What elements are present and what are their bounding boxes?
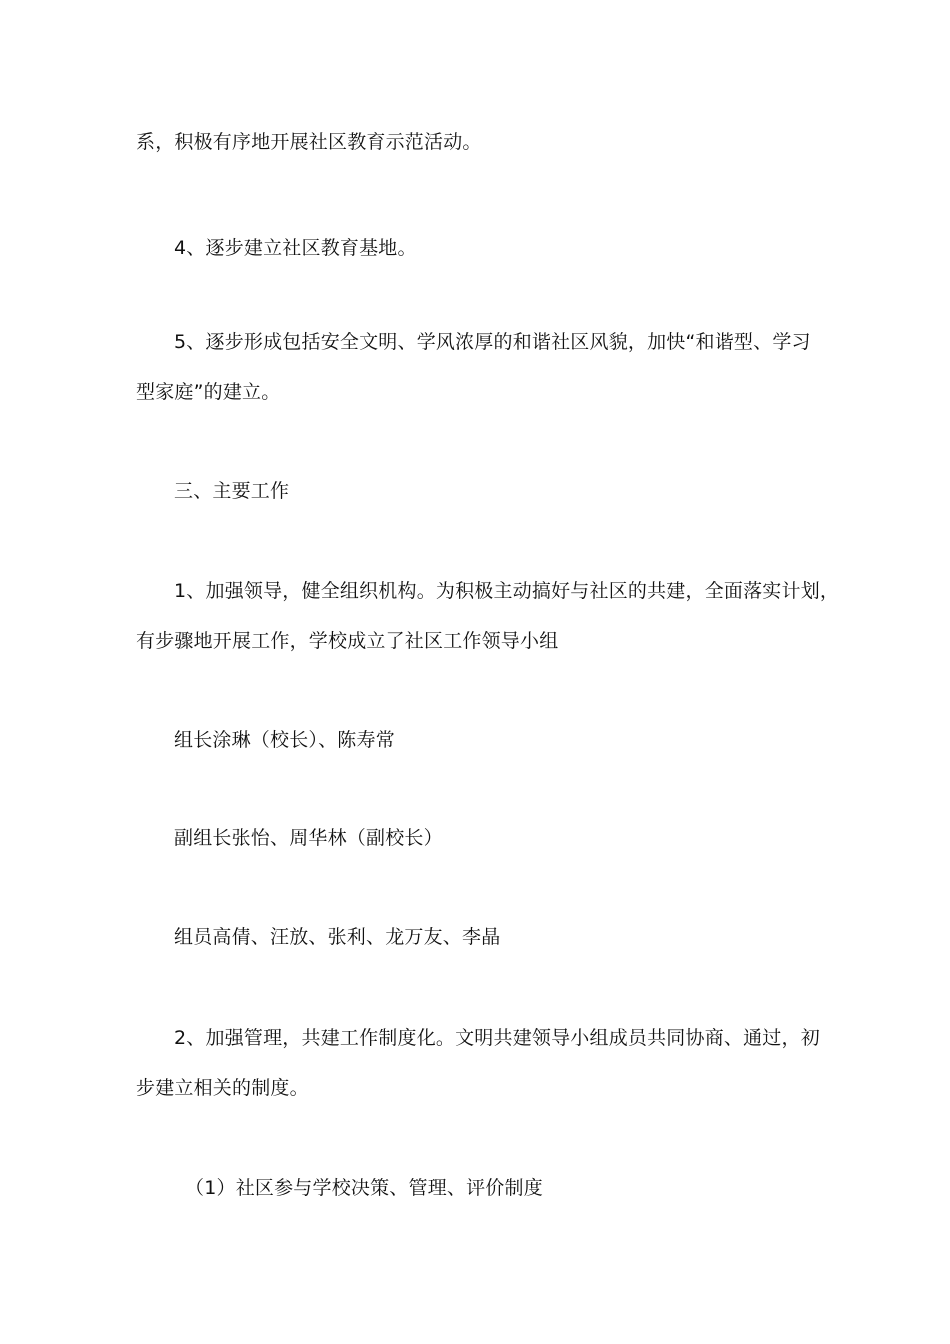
- list-item-5: 5、逐步形成包括安全文明、学风浓厚的和谐社区风貌，加快“和谐型、学习: [174, 331, 811, 353]
- deputy-leader-line: 副组长张怡、周华林（副校长）: [174, 827, 443, 849]
- section-heading: 三、主要工作: [174, 480, 290, 502]
- group-leader-line: 组长涂琳（校长）、陈寿常: [174, 729, 395, 751]
- sub-item-1: （1）社区参与学校决策、管理、评价制度: [185, 1177, 543, 1199]
- work-item-2: 2、加强管理，共建工作制度化。文明共建领导小组成员共同协商、通过，初: [174, 1027, 820, 1049]
- list-item-5-continuation: 型家庭”的建立。: [136, 381, 281, 403]
- paragraph-line: 系，积极有序地开展社区教育示范活动。: [136, 131, 482, 153]
- work-item-1: 1、加强领导，健全组织机构。为积极主动搞好与社区的共建，全面落实计划，: [174, 580, 840, 602]
- members-line: 组员高倩、汪放、张利、龙万友、李晶: [174, 926, 501, 948]
- work-item-2-continuation: 步建立相关的制度。: [136, 1077, 309, 1099]
- list-item-4: 4、逐步建立社区教育基地。: [174, 237, 417, 259]
- work-item-1-continuation: 有步骤地开展工作，学校成立了社区工作领导小组: [136, 630, 559, 652]
